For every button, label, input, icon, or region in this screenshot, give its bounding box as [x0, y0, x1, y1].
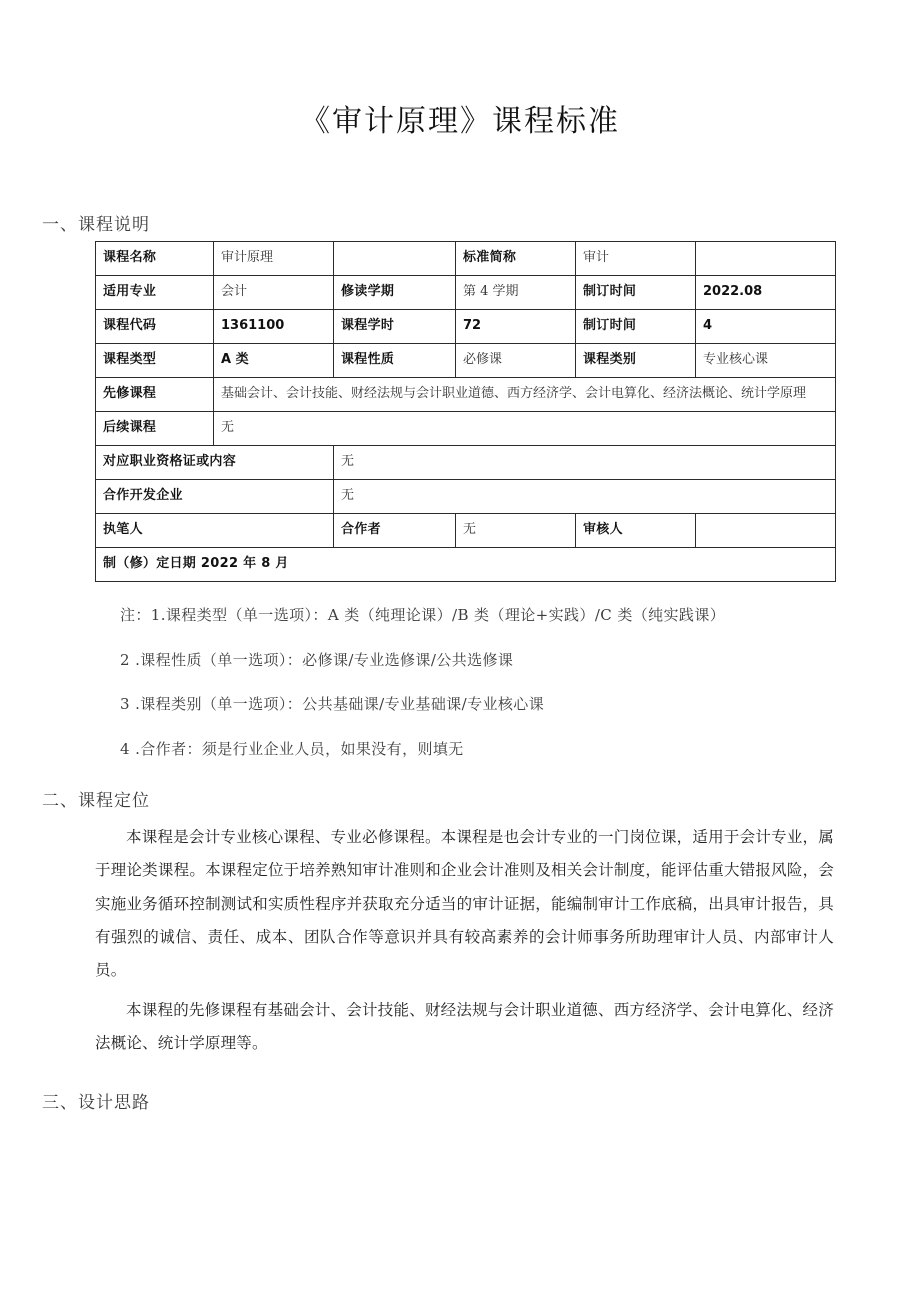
label-course-hours: 课程学时	[334, 310, 456, 344]
table-row-partner-enterprise	[96, 480, 836, 514]
label-revise-time-2: 制订时间	[576, 310, 696, 344]
section-heading-course-positioning: 二、课程定位	[42, 791, 150, 811]
spacer-cell-1	[334, 242, 456, 276]
label-revise-time: 制订时间	[576, 276, 696, 310]
section-heading-course-description: 一、课程说明	[42, 215, 150, 235]
label-followup: 后续课程	[96, 412, 214, 446]
section-heading-design-approach: 三、设计思路	[42, 1093, 150, 1114]
value-certificate: 无	[334, 446, 836, 480]
label-standard-short: 标准简称	[456, 242, 576, 276]
value-revise-time-2: 4	[696, 310, 836, 344]
paragraph-positioning-2: 本课程的先修课程有基础会计、会计技能、财经法规与会计职业道德、西方经济学、会计电算化、经济法概论、统计学原理等。	[95, 1000, 834, 1052]
label-partner-enterprise: 合作开发企业	[96, 480, 334, 514]
label-term: 修读学期	[334, 276, 456, 310]
table-row-type-nature-category	[96, 344, 836, 378]
label-course-type: 课程类型	[96, 344, 214, 378]
note-line-1: 注：1.课程类型（单一选项）：A 类（纯理论课）/B 类（理论+实践）/C 类（纯实践课）	[120, 606, 726, 624]
label-course-name: 课程名称	[96, 242, 214, 276]
label-course-nature: 课程性质	[334, 344, 456, 378]
value-partner-enterprise: 无	[334, 480, 836, 514]
paragraph-positioning-1: 本课程是会计专业核心课程、专业必修课程。本课程是也会计专业的一门岗位课，适用于会计专业，属于理论类课程。本课程定位于培养熟知审计准则和企业会计准则及相关会计制度，能评估重大错报风险，会实施业务循环控制测试和实质性程序并获取充分适当的审计证据，能编制审计工作底稿，出具审计报告，具有强烈的诚信、责任、成本、团队合作等意识并具有较高素养的会计师事务所助理审计人员、内部审计人员。	[95, 828, 834, 980]
table-row-certificate	[96, 446, 836, 480]
note-line-2: 2 .课程性质（单一选项）：必修课/专业选修课/公共选修课	[120, 650, 514, 669]
table-row-major-term-date	[96, 276, 836, 310]
table-row-course-name	[96, 242, 836, 276]
table-row-author-reviewer	[96, 514, 836, 548]
label-author: 执笔人	[96, 514, 334, 548]
label-course-category: 课程类别	[576, 344, 696, 378]
value-standard-short: 审计	[576, 242, 696, 276]
table-row-date	[96, 548, 836, 582]
table-row-prerequisite	[96, 378, 836, 412]
value-course-category: 专业核心课	[696, 344, 836, 378]
label-reviewer: 审核人	[576, 514, 696, 548]
value-date-row: 制（修）定日期 2022 年 8 月	[96, 548, 836, 582]
label-course-code: 课程代码	[96, 310, 214, 344]
spacer-cell-2	[696, 242, 836, 276]
table-row-followup	[96, 412, 836, 446]
note-line-4: 4 .合作者：须是行业企业人员，如果没有，则填无	[120, 739, 464, 758]
value-course-code: 1361100	[214, 310, 334, 344]
value-prerequisite: 基础会计、会计技能、财经法规与会计职业道德、西方经济学、会计电算化、经济法概论、统计学原理	[214, 378, 836, 412]
notes-block	[0, 604, 920, 760]
note-line-3: 3 .课程类别（单一选项）：公共基础课/专业基础课/专业核心课	[120, 695, 545, 713]
label-prerequisite: 先修课程	[96, 378, 214, 412]
value-course-nature: 必修课	[456, 344, 576, 378]
value-reviewer	[696, 514, 836, 548]
value-major: 会计	[214, 276, 334, 310]
value-followup: 无	[214, 412, 836, 446]
value-revise-time: 2022.08	[696, 276, 836, 310]
label-certificate: 对应职业资格证或内容	[96, 446, 334, 480]
value-term: 第 4 学期	[456, 276, 576, 310]
value-collaborator: 无	[456, 514, 576, 548]
page-title: 《审计原理》课程标准	[300, 104, 620, 139]
label-collaborator: 合作者	[334, 514, 456, 548]
value-course-hours: 72	[456, 310, 576, 344]
table-row-code-hours	[96, 310, 836, 344]
course-info-table	[95, 241, 836, 582]
value-course-type: A 类	[214, 344, 334, 378]
label-major: 适用专业	[96, 276, 214, 310]
value-course-name: 审计原理	[214, 242, 334, 276]
